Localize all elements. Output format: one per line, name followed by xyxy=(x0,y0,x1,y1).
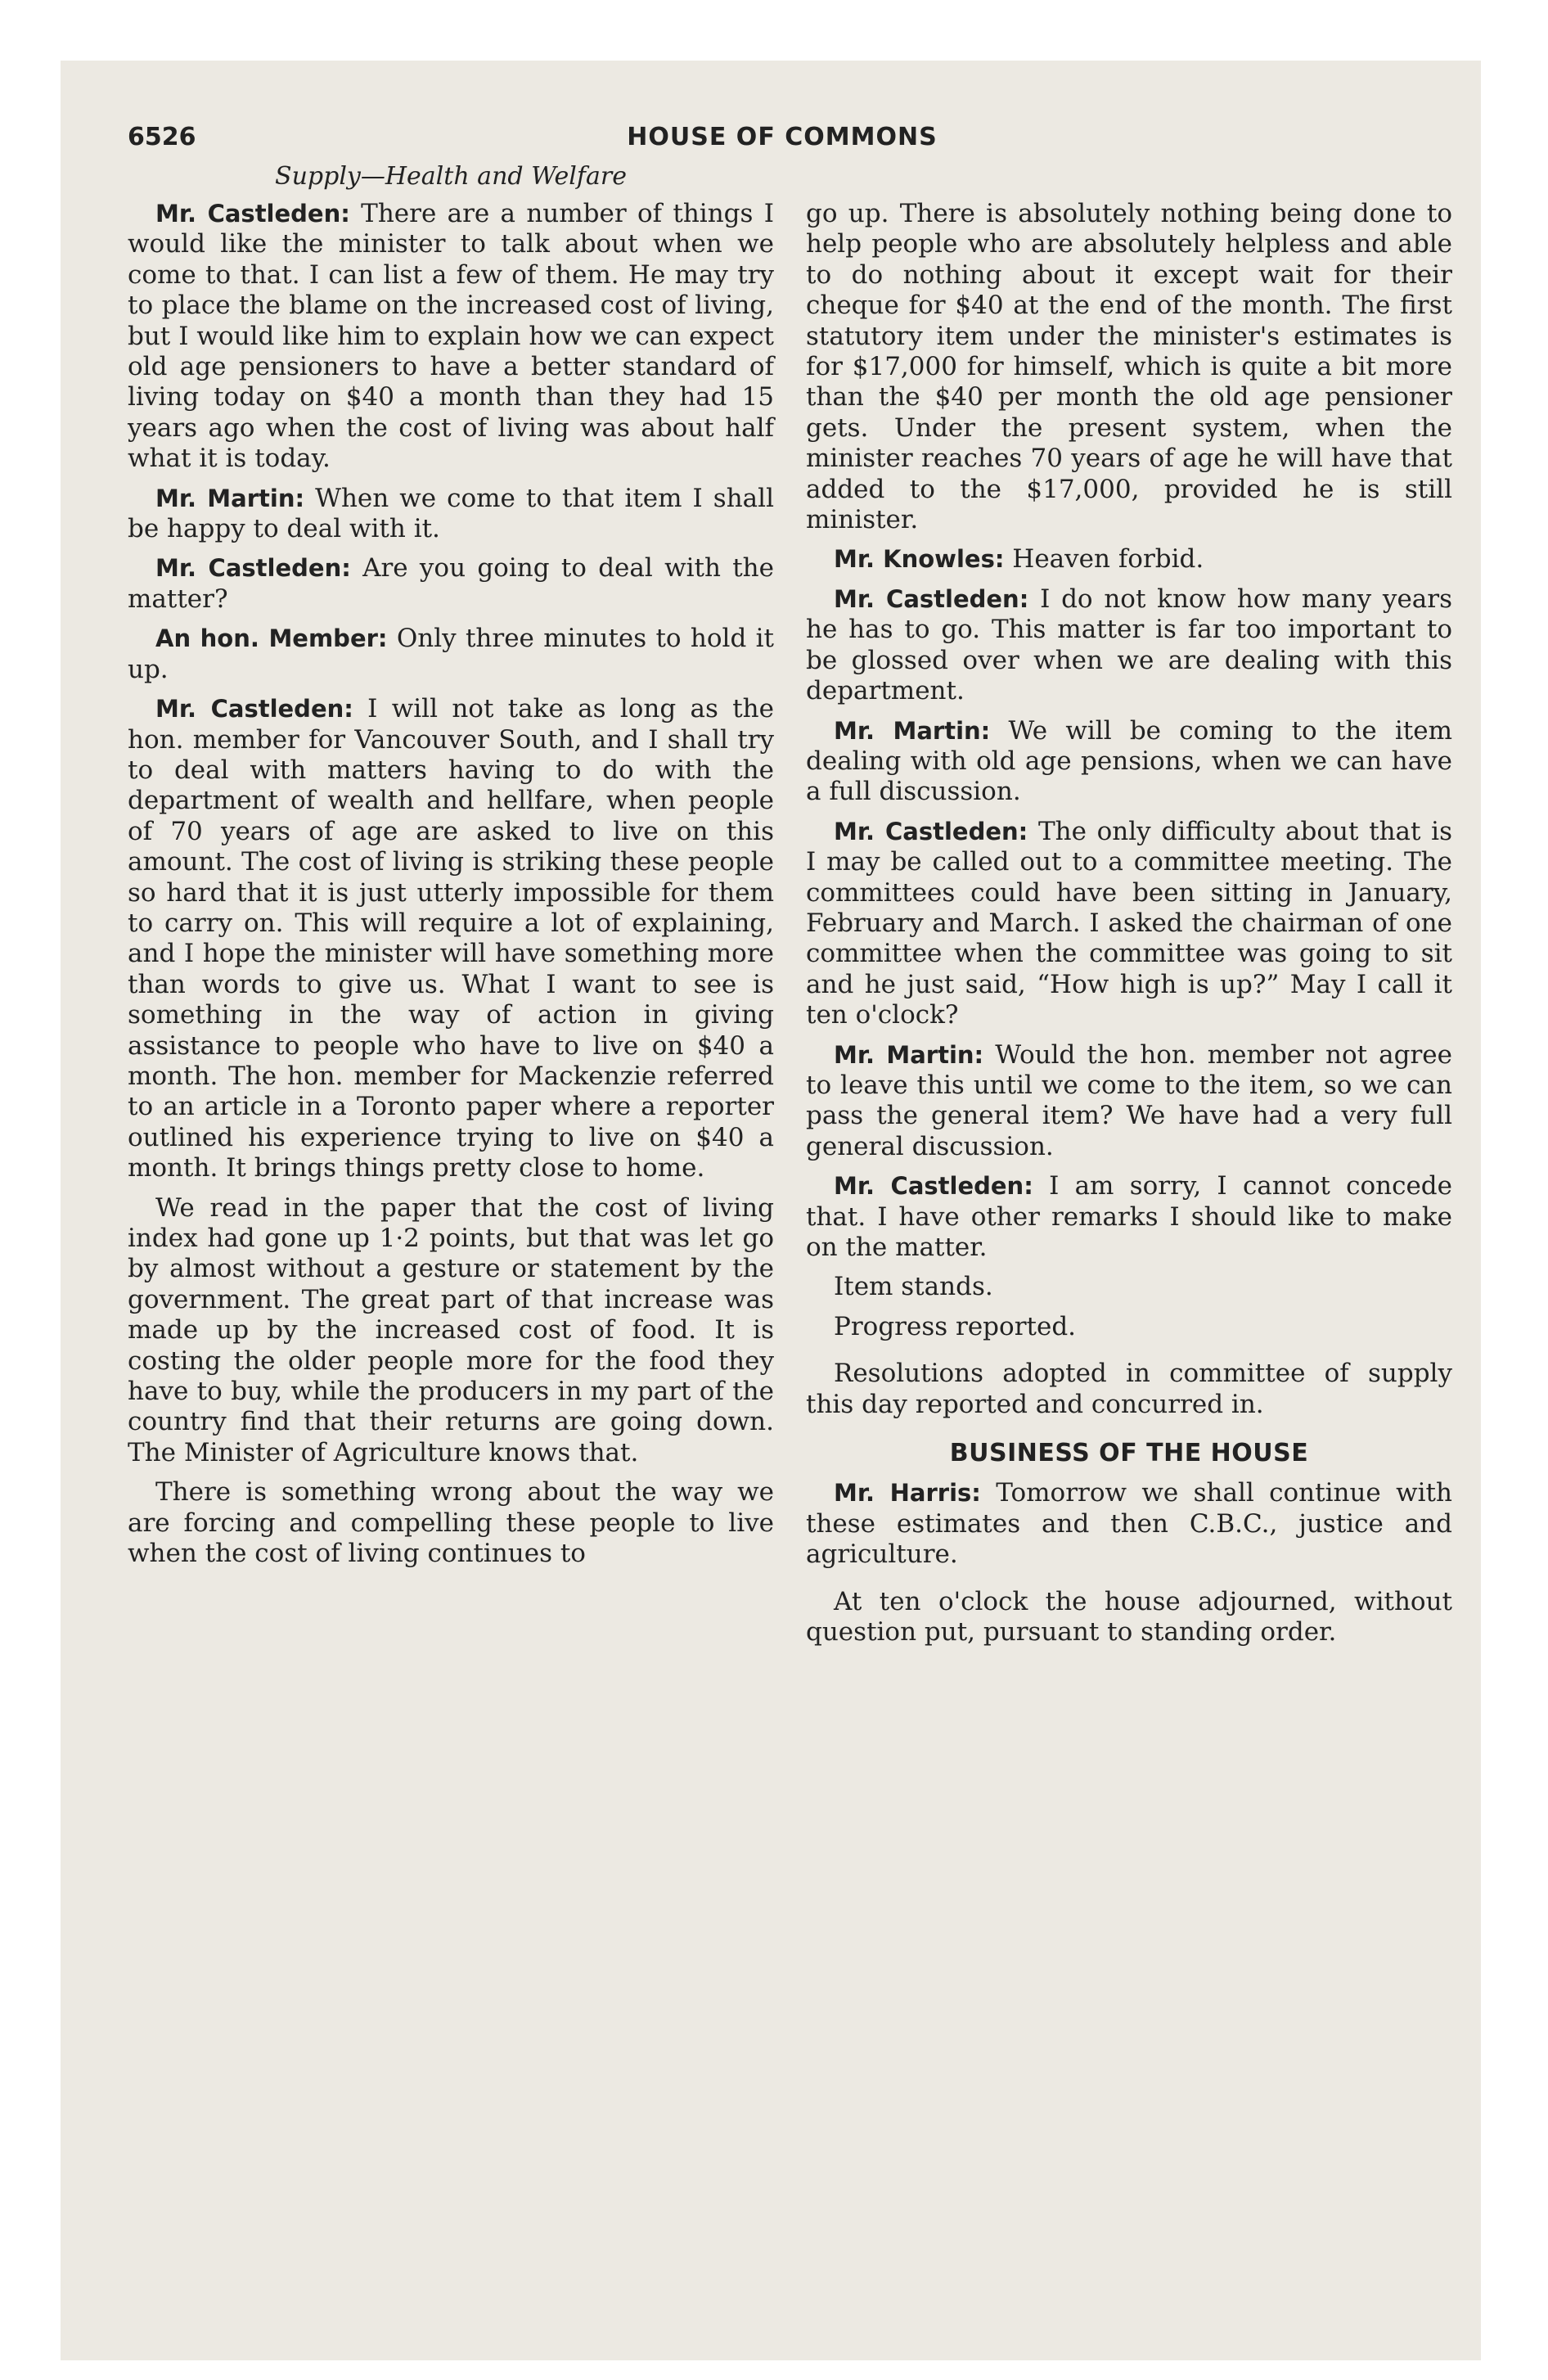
paragraph xyxy=(806,1312,1452,1342)
paragraph xyxy=(128,199,774,475)
paragraph-text: We read in the paper that the cost of living index had gone up 1·2 points, but that was let go by almost without a gesture or statement by the government. The great part of that increase was made up by the increased cost of food. It is costing the older people more for the food they have to buy, while the producers in my part of the country find that their returns are going down. The Minister of Agriculture knows that. xyxy=(128,1192,774,1467)
speaker-name: Mr. Martin: xyxy=(155,484,305,512)
paragraph-text: Tomorrow we shall continue with these estimates and then C.B.C., justice and agriculture. xyxy=(806,1478,1452,1570)
paragraph-text: We will be coming to the item dealing with old age pensions, when we can have a full discussion. xyxy=(806,715,1452,807)
section-subhead: Supply—Health and Welfare xyxy=(275,162,627,191)
paragraph xyxy=(806,1272,1452,1302)
paragraph-text: The only difficulty about that is I may be called out to a committee meeting. The committees could have been sitting in January, February and March. I asked the chairman of one committee when the committee was going to sit and he just said, “How high is up?” May I call it ten o'clock? xyxy=(806,816,1452,1030)
paragraph xyxy=(128,694,774,1184)
paragraph-text: When we come to that item I shall be happy to deal with it. xyxy=(128,483,774,544)
paragraph xyxy=(806,1040,1452,1163)
paragraph-text: I do not know how many years he has to go. This matter is far too important to be glossed over when we are dealing with this department. xyxy=(806,584,1452,706)
paragraph xyxy=(806,199,1452,535)
left-column xyxy=(128,199,774,1578)
speaker-name: Mr. Martin: xyxy=(834,1040,984,1069)
speaker-name: Mr. Castleden: xyxy=(834,584,1029,613)
paragraph xyxy=(806,1359,1452,1420)
paragraph-text: There is something wrong about the way we are forcing and compelling these people to live when the cost of living continues to xyxy=(128,1477,774,1569)
paragraph xyxy=(806,1171,1452,1263)
paragraph xyxy=(806,817,1452,1031)
speaker-name: Mr. Castleden: xyxy=(834,817,1028,845)
paragraph-text: Are you going to deal with the matter? xyxy=(128,553,774,614)
paragraph-text: Would the hon. member not agree to leave this until we come to the item, so we can pass the general item? We have had a very full general discussion. xyxy=(806,1039,1452,1161)
paragraph xyxy=(806,1478,1452,1570)
speaker-name: Mr. Knowles: xyxy=(834,545,1005,574)
speaker-name: Mr. Castleden: xyxy=(155,554,351,583)
paragraph-text: At ten o'clock the house adjourned, without question put, pursuant to standing order. xyxy=(806,1586,1452,1648)
speaker-name: Mr. Castleden: xyxy=(155,200,350,228)
paragraph-text: I will not take as long as the hon. member for Vancouver South, and I shall try to deal with matters having to do with the department of wealth and hellfare, when people of 70 years of age are asked to live on this amount. The cost of living is striking these people so hard that it is just utterly impossible for them to carry on. This will require a lot of explaining, and I hope the minister will have something more than words to give us. What I want to see is something in the way of action in giving assistance to people who have to live on $40 a month. The hon. member for Mackenzie referred to an article in a Toronto paper where a reporter outlined his experience trying to live on $40 a month. It brings things pretty close to home. xyxy=(128,694,774,1183)
paragraph xyxy=(128,1193,774,1469)
speaker-name: Mr. Harris: xyxy=(834,1479,981,1508)
speaker-name: Mr. Castleden: xyxy=(834,1172,1033,1201)
paragraph-text: Item stands. xyxy=(834,1272,993,1302)
paragraph xyxy=(128,553,774,615)
paragraph-text: Progress reported. xyxy=(834,1311,1077,1341)
page-header xyxy=(128,123,1437,159)
paragraph xyxy=(806,1587,1452,1648)
right-column xyxy=(806,199,1452,1657)
paragraph-text: go up. There is absolutely nothing being done to help people who are absolutely helpless and able to do nothing about it except wait for their cheque for $40 at the end of the month. The first statutory item under the minister's estimates is for $17,000 for himself, which is quite a bit more than the $40 per month the old age pensioner gets. Under the present system, when the minister reaches 70 years of age he will have that added to the $17,000, provided he is still minister. xyxy=(806,199,1452,535)
paragraph-text: I am sorry, I cannot concede that. I have other remarks I should like to make on the matter. xyxy=(806,1171,1452,1262)
paragraph-text: Heaven forbid. xyxy=(1004,544,1204,575)
section-heading: BUSINESS OF THE HOUSE xyxy=(949,1439,1309,1468)
paragraph xyxy=(128,484,774,545)
speaker-name: Mr. Martin: xyxy=(834,716,991,745)
paragraph xyxy=(806,584,1452,707)
speaker-name: An hon. Member: xyxy=(155,624,388,653)
paragraph-text: Only three minutes to hold it up. xyxy=(128,624,774,684)
speaker-name: Mr. Castleden: xyxy=(155,695,353,723)
running-title: HOUSE OF COMMONS xyxy=(627,123,938,151)
paragraph-text: There are a number of things I would like the minister to talk about when we come to that. I can list a few of them. He may try to place the blame on the increased cost of living, but I would like him to explain how we can expect old age pensioners to have a better standard of living today on $40 a month than they had 15 years ago when the cost of living was about half what it is today. xyxy=(128,199,774,474)
paragraph-text: Resolutions adopted in committee of supply this day reported and concurred in. xyxy=(806,1359,1452,1419)
paragraph xyxy=(128,1477,774,1569)
paragraph xyxy=(128,624,774,685)
page-number: 6526 xyxy=(128,123,196,151)
paragraph xyxy=(806,716,1452,808)
paragraph xyxy=(806,544,1452,575)
